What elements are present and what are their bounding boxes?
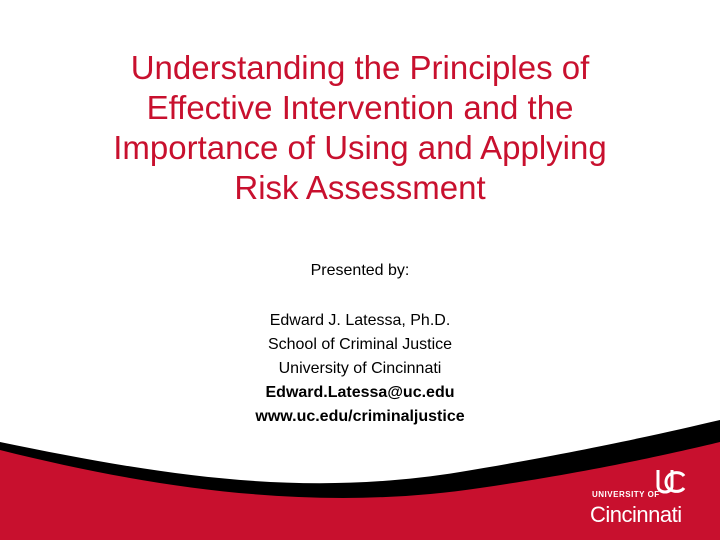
presenter-department: School of Criminal Justice xyxy=(267,336,453,353)
logo-cincinnati: Cincinnati xyxy=(590,502,682,527)
uc-monogram-icon xyxy=(650,466,690,498)
title-line: Importance of Using and Applying xyxy=(113,129,607,166)
slide-title xyxy=(40,48,680,208)
presenter-block xyxy=(160,262,560,429)
title-line: Risk Assessment xyxy=(234,169,486,206)
presented-by-label: Presented by: xyxy=(310,262,410,279)
uc-logo xyxy=(586,466,706,530)
presenter-email-link[interactable]: Edward.Latessa@uc.edu xyxy=(265,384,455,401)
logo-university-of: UNIVERSITY OF xyxy=(592,490,660,499)
presenter-university: University of Cincinnati xyxy=(278,360,442,377)
title-line: Effective Intervention and the xyxy=(146,89,574,126)
presenter-name: Edward J. Latessa, Ph.D. xyxy=(269,312,451,329)
title-line: Understanding the Principles of xyxy=(130,49,590,86)
presenter-website-link[interactable]: www.uc.edu/criminaljustice xyxy=(255,408,465,425)
